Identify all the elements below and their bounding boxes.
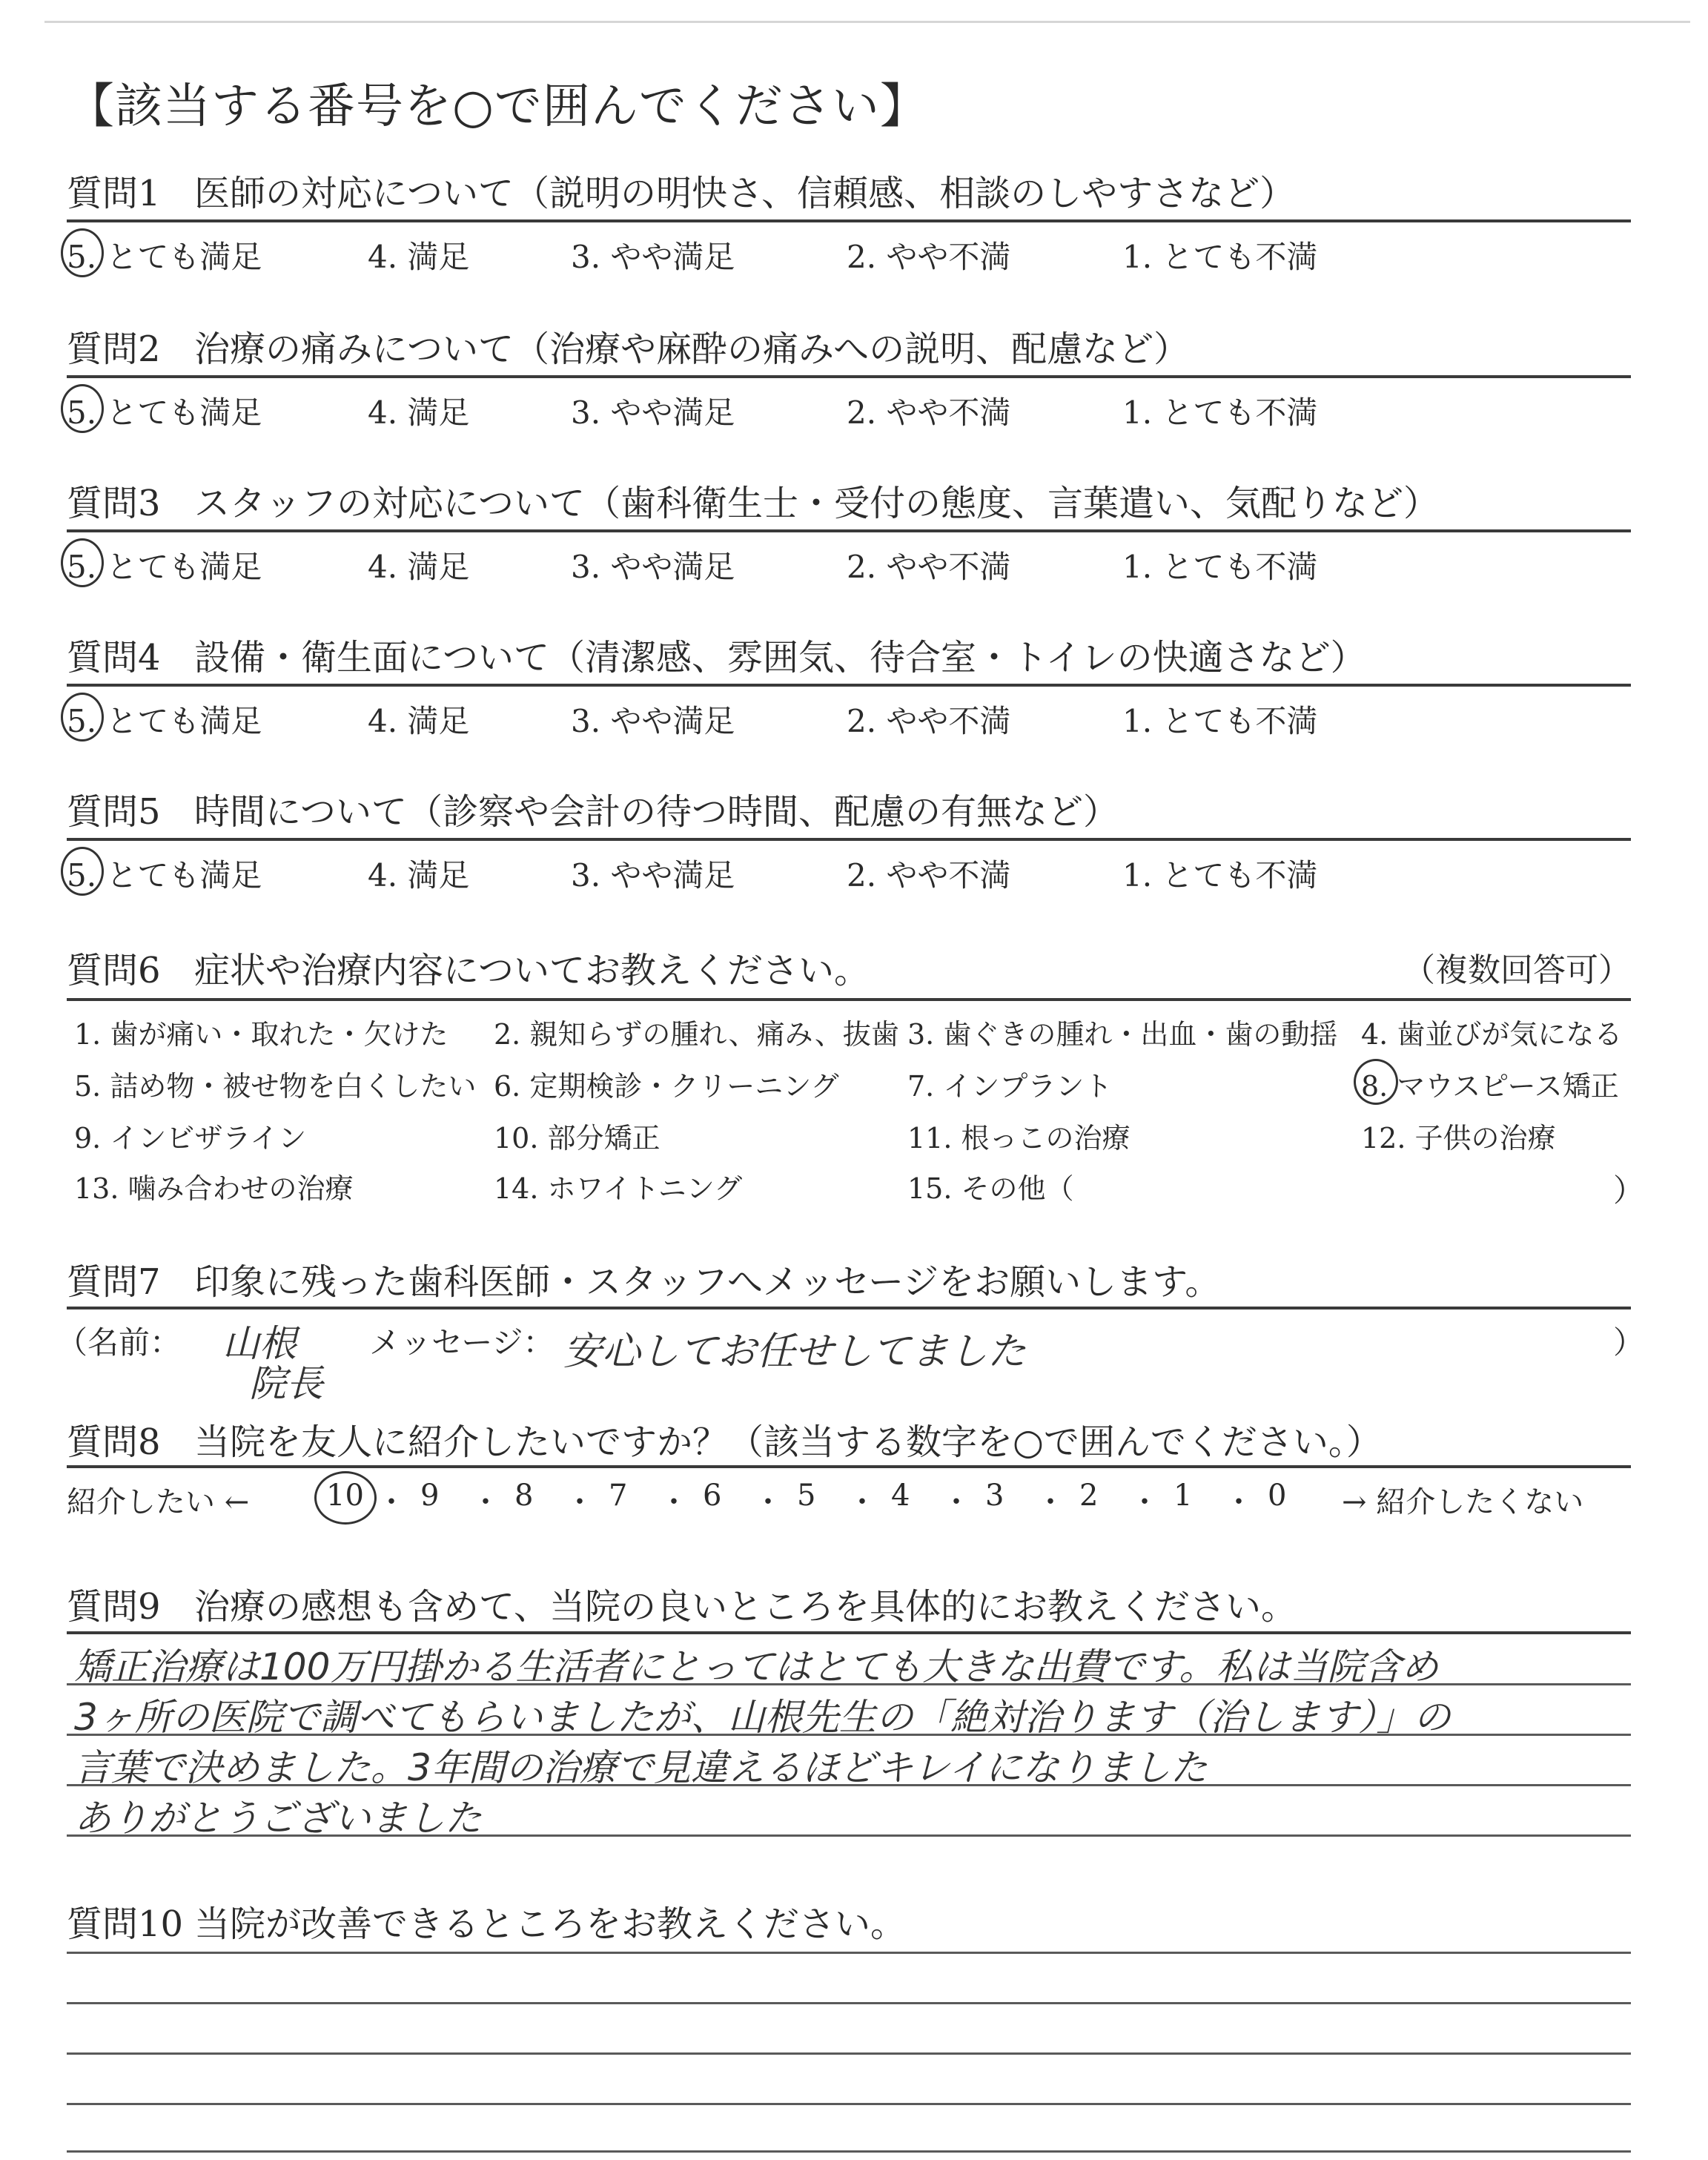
q6-option[interactable]: 8. マウスピース矯正	[1361, 1070, 1619, 1103]
q8-scale-value[interactable]: 6	[703, 1479, 722, 1513]
q6-option[interactable]: 9. インビザライン	[74, 1122, 307, 1155]
q3-selection-circle	[61, 538, 104, 587]
q6-option[interactable]: 13. 噛み合わせの治療	[74, 1172, 354, 1205]
q1-rule	[67, 219, 1631, 222]
q8-scale-separator: ・	[753, 1485, 783, 1519]
q9-answer-line	[67, 1734, 1631, 1736]
q3-option[interactable]: 4. 満足	[368, 549, 470, 585]
q6-option[interactable]: 2. 親知らずの腫れ、痛み、抜歯	[494, 1018, 899, 1051]
q2-text: 治療の痛みについて（治療や麻酔の痛みへの説明、配慮など）	[194, 328, 1190, 370]
q9-answer-line	[67, 1683, 1631, 1685]
q1-number: 質問1	[67, 173, 161, 214]
q8-scale-value[interactable]: 1	[1174, 1479, 1193, 1513]
q6-option[interactable]: 1. 歯が痛い・取れた・欠けた	[74, 1018, 448, 1051]
q2-option[interactable]: 1. とても不満	[1122, 394, 1318, 431]
q6-text: 症状や治療内容についてお教えください。	[194, 950, 870, 991]
q9-answer-line	[67, 1834, 1631, 1837]
q8-number: 質問8	[67, 1421, 161, 1463]
q1-option[interactable]: 3. やや満足	[571, 239, 735, 275]
q8-scale-separator: ・	[847, 1485, 877, 1519]
q1-option[interactable]: 2. やや不満	[847, 239, 1011, 275]
top-border-line	[44, 21, 1690, 23]
q6-multiple-answer-note: （複数回答可）	[1403, 951, 1631, 989]
q3-text: スタッフの対応について（歯科衛生士・受付の態度、言葉遣い、気配りなど）	[194, 483, 1440, 524]
q2-option[interactable]: 2. やや不満	[847, 394, 1011, 431]
q10-number: 質問10	[67, 1903, 184, 1945]
q3-option[interactable]: 1. とても不満	[1122, 549, 1318, 585]
q8-scale-value[interactable]: 7	[609, 1479, 628, 1513]
q8-scale-value[interactable]: 9	[420, 1479, 440, 1513]
page-header: 【該当する番号を○で囲んでください】	[67, 79, 928, 134]
q6-option[interactable]: 6. 定期検診・クリーニング	[494, 1070, 839, 1103]
q8-scale-value[interactable]: 0	[1268, 1479, 1287, 1513]
q5-option[interactable]: 1. とても不満	[1122, 857, 1318, 894]
q5-option[interactable]: 5. とても満足	[67, 857, 262, 894]
q8-scale-value[interactable]: 10	[326, 1479, 364, 1513]
q3-option[interactable]: 3. やや満足	[571, 549, 735, 585]
q4-heading	[67, 629, 1366, 680]
q10-answer-line	[67, 2052, 1631, 2055]
q7-heading	[67, 1253, 1220, 1304]
q4-option[interactable]: 1. とても不満	[1122, 703, 1318, 739]
q3-rule	[67, 529, 1631, 532]
q3-option[interactable]: 2. やや不満	[847, 549, 1011, 585]
q1-heading	[67, 165, 1295, 216]
q7-name-label: （名前：	[56, 1324, 182, 1361]
q9-rule	[67, 1631, 1631, 1634]
q2-heading	[67, 320, 1189, 371]
q6-option[interactable]: 5. 詰め物・被せ物を白くしたい	[74, 1070, 477, 1103]
q4-selection-circle	[61, 693, 104, 742]
q8-scale-separator: ・	[1036, 1485, 1065, 1519]
q8-text: 当院を友人に紹介したいですか？（該当する数字を○で囲んでください。）	[194, 1421, 1382, 1463]
q8-scale-value[interactable]: 4	[891, 1479, 910, 1513]
q1-option[interactable]: 1. とても不満	[1122, 239, 1318, 275]
q5-option[interactable]: 4. 満足	[368, 857, 470, 894]
q4-rule	[67, 684, 1631, 687]
q6-heading	[67, 942, 870, 993]
q9-answer-text: 矯正治療は100万円掛かる生活者にとってはとても大きな出費です。私は当院含め	[74, 1645, 1439, 1688]
q7-name-value-line1: 山根	[222, 1322, 297, 1365]
q5-option[interactable]: 2. やや不満	[847, 857, 1011, 894]
q8-scale-separator: ・	[1224, 1485, 1254, 1519]
q6-option[interactable]: 10. 部分矯正	[494, 1122, 661, 1155]
q5-heading	[67, 783, 1119, 834]
q4-text: 設備・衛生面について（清潔感、雰囲気、待合室・トイレの快適さなど）	[194, 637, 1366, 678]
q7-message-value: 安心してお任せしてました	[563, 1330, 1027, 1374]
q5-option[interactable]: 3. やや満足	[571, 857, 735, 894]
q4-number: 質問4	[67, 637, 161, 678]
q9-answer-line	[67, 1784, 1631, 1786]
q6-option[interactable]: 4. 歯並びが気になる	[1361, 1018, 1623, 1051]
q2-selection-circle	[61, 384, 104, 433]
q8-scale-separator: ・	[377, 1485, 406, 1519]
q6-option[interactable]: 3. 歯ぐきの腫れ・出血・歯の動揺	[907, 1018, 1338, 1051]
q9-answer-text: 言葉で決めました。3年間の治療で見違えるほどキレイになりました	[74, 1746, 1208, 1789]
q9-answer-text: 3ヶ所の医院で調べてもらいましたが、山根先生の「絶対治ります（治します）」の	[74, 1696, 1451, 1739]
q8-scale-value[interactable]: 3	[985, 1479, 1004, 1513]
q4-option[interactable]: 3. やや満足	[571, 703, 735, 739]
q8-scale-separator: ・	[941, 1485, 971, 1519]
q8-scale-value[interactable]: 8	[514, 1479, 534, 1513]
q1-selection-circle	[61, 228, 104, 277]
q5-number: 質問5	[67, 791, 161, 833]
q7-message-label: メッセージ：	[369, 1324, 555, 1361]
q5-selection-circle	[61, 847, 104, 896]
q8-heading	[67, 1413, 1382, 1464]
q3-option[interactable]: 5. とても満足	[67, 549, 262, 585]
q4-option[interactable]: 4. 満足	[368, 703, 470, 739]
q4-option[interactable]: 5. とても満足	[67, 703, 262, 739]
q2-option[interactable]: 4. 満足	[368, 394, 470, 431]
q3-number: 質問3	[67, 483, 161, 524]
q8-scale-separator: ・	[659, 1485, 689, 1519]
q6-other-close-paren: ）	[1613, 1172, 1645, 1209]
q1-option[interactable]: 5. とても満足	[67, 239, 262, 275]
q10-heading	[67, 1895, 906, 1946]
q8-scale-separator: ・	[471, 1485, 500, 1519]
q1-option[interactable]: 4. 満足	[368, 239, 470, 275]
q2-rule	[67, 375, 1631, 378]
q6-option[interactable]: 15. その他（	[907, 1172, 1074, 1205]
q3-heading	[67, 475, 1439, 526]
q6-option[interactable]: 14. ホワイトニング	[494, 1172, 743, 1205]
q7-name-value-line2: 院長	[249, 1362, 323, 1405]
q6-selection-circle	[1354, 1059, 1398, 1105]
q8-scale-value[interactable]: 2	[1079, 1479, 1099, 1513]
q10-answer-line	[67, 2150, 1631, 2153]
q6-option[interactable]: 7. インプラント	[907, 1070, 1113, 1103]
q2-option[interactable]: 5. とても満足	[67, 394, 262, 431]
q1-text: 医師の対応について（説明の明快さ、信頼感、相談のしやすさなど）	[194, 173, 1296, 214]
q8-scale-value[interactable]: 5	[797, 1479, 816, 1513]
q7-close-paren: ）	[1613, 1324, 1645, 1361]
q8-scale-separator: ・	[565, 1485, 595, 1519]
q8-selection-circle	[314, 1471, 377, 1525]
q5-rule	[67, 838, 1631, 841]
q8-scale-separator: ・	[1130, 1485, 1159, 1519]
q6-rule	[67, 998, 1631, 1001]
q10-text: 当院が改善できるところをお教えください。	[194, 1903, 907, 1945]
q2-number: 質問2	[67, 328, 161, 370]
q4-option[interactable]: 2. やや不満	[847, 703, 1011, 739]
q8-left-label: 紹介したい ←	[67, 1485, 250, 1519]
q9-heading	[67, 1578, 1297, 1629]
q6-number: 質問6	[67, 950, 161, 991]
q9-number: 質問9	[67, 1586, 161, 1628]
q9-answer-text: ありがとうございました	[74, 1797, 482, 1840]
q8-right-label: → 紹介したくない	[1342, 1485, 1584, 1519]
q9-text: 治療の感想も含めて、当院の良いところを具体的にお教えください。	[194, 1586, 1297, 1628]
q5-text: 時間について（診察や会計の待つ時間、配慮の有無など）	[194, 791, 1119, 833]
q2-option[interactable]: 3. やや満足	[571, 394, 735, 431]
q10-answer-line	[67, 2002, 1631, 2004]
q7-rule	[67, 1307, 1631, 1309]
q7-text: 印象に残った歯科医師・スタッフへメッセージをお願いします。	[194, 1261, 1221, 1303]
q8-rule	[67, 1465, 1631, 1468]
q10-answer-line	[67, 2103, 1631, 2105]
q6-option[interactable]: 11. 根っこの治療	[907, 1122, 1131, 1155]
q7-number: 質問7	[67, 1261, 161, 1303]
q10-answer-line	[67, 1952, 1631, 1954]
q6-option[interactable]: 12. 子供の治療	[1361, 1122, 1556, 1155]
